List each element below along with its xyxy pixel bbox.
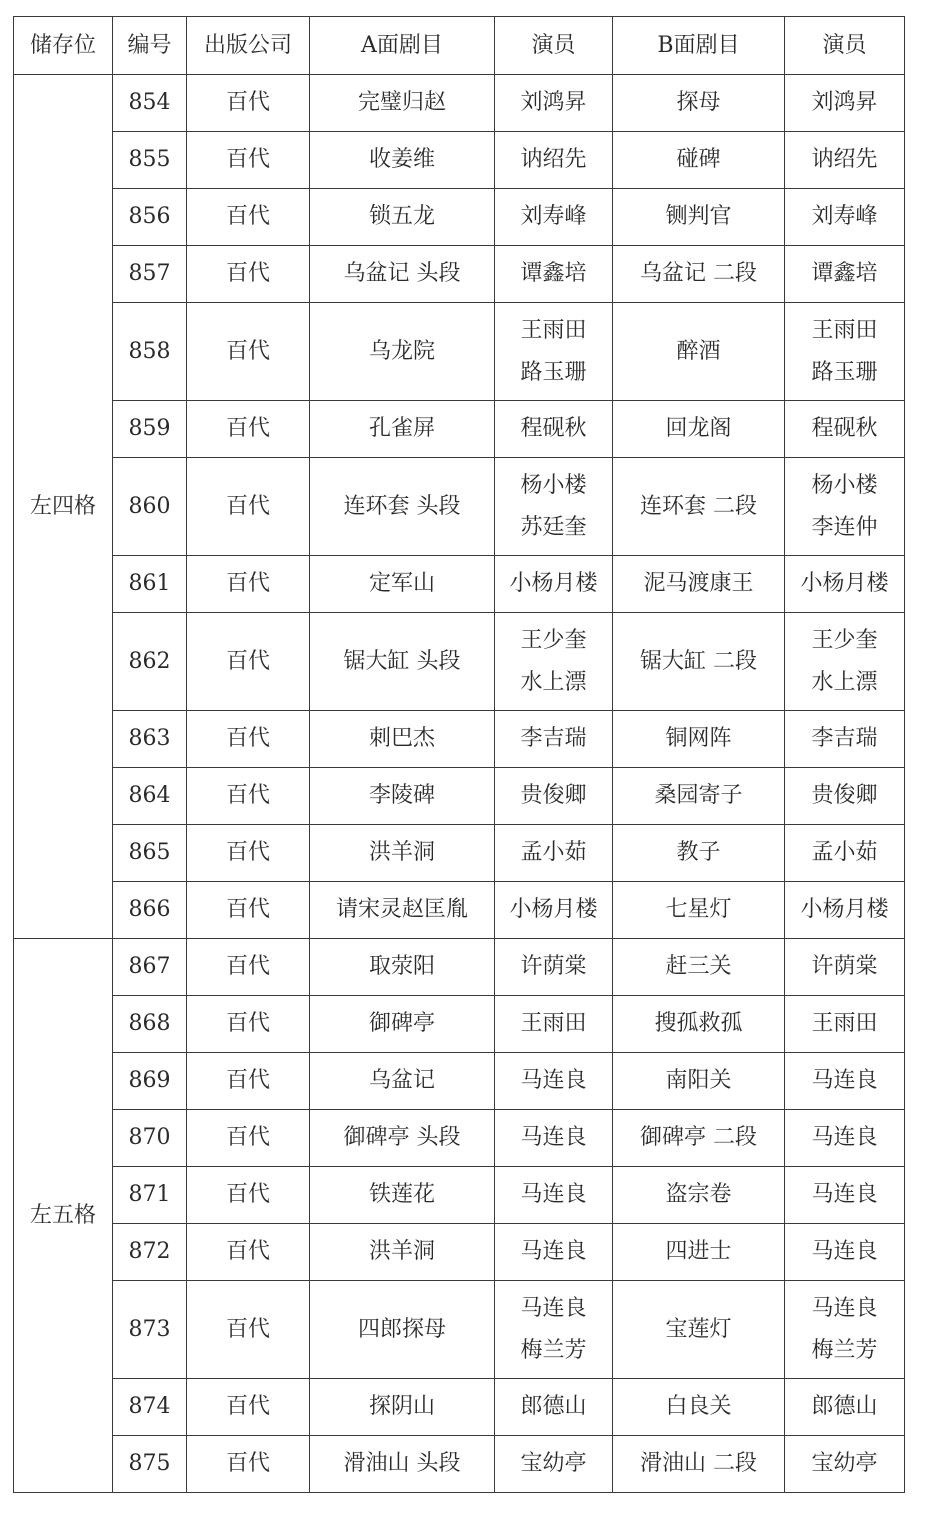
b-side-performers-cell [785,996,905,1053]
b-side-performers-cell [785,825,905,882]
a-side-performers-cell [495,556,613,613]
publisher-cell: 百代 [187,613,310,711]
a-side-title-cell: 乌盆记 头段 [310,246,495,303]
number-cell: 871 [113,1167,187,1224]
number-cell: 861 [113,556,187,613]
performer-name: 路玉珊 [811,359,878,385]
table-row [14,556,905,613]
table-row [14,1436,905,1493]
table-row [14,996,905,1053]
table-row [14,613,905,711]
number-cell: 867 [113,939,187,996]
performer-name: 小杨月楼 [509,571,598,596]
a-side-performers-cell [495,882,613,939]
b-side-title-cell: 铡判官 [613,189,785,246]
b-side-title-cell: 醉酒 [613,303,785,401]
performer-name: 李连仲 [811,514,878,540]
performer-name: 水上漂 [811,669,878,695]
a-side-title-cell: 孔雀屏 [310,401,495,458]
b-side-performers-cell [785,1167,905,1224]
table-body [14,75,905,1493]
number-cell: 860 [113,458,187,556]
performer-name: 王雨田 [520,1011,587,1036]
a-side-title-cell: 洪羊洞 [310,1224,495,1281]
performer-name: 许荫棠 [811,954,878,979]
a-side-performers-cell [495,825,613,882]
performer-name: 马连良 [520,1182,587,1207]
table-row [14,458,905,556]
b-side-title-cell: 锯大缸 二段 [613,613,785,711]
number-cell: 870 [113,1110,187,1167]
a-side-title-cell: 御碑亭 [310,996,495,1053]
number-cell: 873 [113,1281,187,1379]
a-side-title-cell: 收姜维 [310,132,495,189]
performer-name: 程砚秋 [520,416,587,441]
a-side-title-cell: 取荥阳 [310,939,495,996]
a-side-title-cell: 铁莲花 [310,1167,495,1224]
number-cell: 872 [113,1224,187,1281]
a-side-performers-cell [495,1436,613,1493]
a-side-performers-cell [495,939,613,996]
table-row [14,1110,905,1167]
b-side-performers-cell [785,1053,905,1110]
b-side-performers-cell [785,882,905,939]
header-number: 编号 [113,17,187,75]
b-side-performers-cell [785,1281,905,1379]
header-row [14,17,905,75]
performer-name: 谭鑫培 [811,261,878,286]
performer-name: 杨小楼 [520,472,587,498]
b-side-performers-cell [785,613,905,711]
b-side-title-cell: 碰碑 [613,132,785,189]
a-side-performers-cell [495,132,613,189]
publisher-cell: 百代 [187,1053,310,1110]
performer-name: 马连良 [520,1239,587,1264]
number-cell: 856 [113,189,187,246]
table-row [14,939,905,996]
performer-name: 小杨月楼 [800,571,889,596]
b-side-performers-cell [785,768,905,825]
b-side-title-cell: 七星灯 [613,882,785,939]
number-cell: 866 [113,882,187,939]
performer-name: 孟小茹 [520,840,587,865]
header-publisher: 出版公司 [187,17,310,75]
number-cell: 868 [113,996,187,1053]
performer-name: 王雨田 [811,317,878,343]
a-side-performers-cell [495,1110,613,1167]
b-side-title-cell: 搜孤救孤 [613,996,785,1053]
header-b-side-title: B面剧目 [613,17,785,75]
number-cell: 875 [113,1436,187,1493]
publisher-cell: 百代 [187,939,310,996]
a-side-title-cell: 请宋灵赵匡胤 [310,882,495,939]
performer-name: 王少奎 [811,627,878,653]
performer-name: 讷绍先 [811,147,878,172]
performer-name: 路玉珊 [520,359,587,385]
a-side-title-cell: 李陵碑 [310,768,495,825]
performer-name: 杨小楼 [811,472,878,498]
a-side-title-cell: 连环套 头段 [310,458,495,556]
performer-name: 马连良 [520,1068,587,1093]
a-side-performers-cell [495,1053,613,1110]
b-side-performers-cell [785,939,905,996]
performer-name: 宝幼亭 [520,1451,587,1476]
performer-name: 宝幼亭 [811,1451,878,1476]
a-side-performers-cell [495,189,613,246]
publisher-cell: 百代 [187,882,310,939]
a-side-performers-cell [495,711,613,768]
performer-name: 马连良 [811,1182,878,1207]
storage-cell: 左五格 [14,939,113,1493]
number-cell: 869 [113,1053,187,1110]
b-side-title-cell: 南阳关 [613,1053,785,1110]
performer-name: 程砚秋 [811,416,878,441]
table-row [14,1053,905,1110]
publisher-cell: 百代 [187,1167,310,1224]
a-side-performers-cell [495,401,613,458]
a-side-title-cell: 定军山 [310,556,495,613]
record-catalog-table [13,16,905,1493]
performer-name: 李吉瑞 [520,726,587,751]
table-row [14,303,905,401]
b-side-performers-cell [785,556,905,613]
table-row [14,1224,905,1281]
b-side-title-cell: 滑油山 二段 [613,1436,785,1493]
table-row [14,75,905,132]
a-side-performers-cell [495,1167,613,1224]
a-side-title-cell: 御碑亭 头段 [310,1110,495,1167]
publisher-cell: 百代 [187,75,310,132]
publisher-cell: 百代 [187,132,310,189]
table-row [14,1167,905,1224]
b-side-performers-cell [785,1436,905,1493]
publisher-cell: 百代 [187,189,310,246]
a-side-title-cell: 乌盆记 [310,1053,495,1110]
header-storage: 储存位 [14,17,113,75]
performer-name: 谭鑫培 [520,261,587,286]
performer-name: 郎德山 [520,1394,587,1419]
performer-name: 刘寿峰 [811,204,878,229]
b-side-title-cell: 乌盆记 二段 [613,246,785,303]
performer-name: 李吉瑞 [811,726,878,751]
publisher-cell: 百代 [187,303,310,401]
b-side-title-cell: 铜网阵 [613,711,785,768]
a-side-performers-cell [495,768,613,825]
performer-name: 刘鸿昇 [520,90,587,115]
number-cell: 874 [113,1379,187,1436]
performer-name: 马连良 [811,1239,878,1264]
publisher-cell: 百代 [187,1379,310,1436]
publisher-cell: 百代 [187,1436,310,1493]
table-row [14,132,905,189]
b-side-performers-cell [785,1110,905,1167]
table-row [14,711,905,768]
publisher-cell: 百代 [187,556,310,613]
b-side-performers-cell [785,303,905,401]
number-cell: 855 [113,132,187,189]
a-side-title-cell: 四郎探母 [310,1281,495,1379]
performer-name: 王雨田 [811,1011,878,1036]
storage-cell: 左四格 [14,75,113,939]
a-side-performers-cell [495,1281,613,1379]
a-side-title-cell: 刺巴杰 [310,711,495,768]
b-side-title-cell: 白良关 [613,1379,785,1436]
b-side-performers-cell [785,132,905,189]
a-side-performers-cell [495,1224,613,1281]
performer-name: 马连良 [811,1125,878,1150]
a-side-performers-cell [495,303,613,401]
publisher-cell: 百代 [187,401,310,458]
header-a-side-title: A面剧目 [310,17,495,75]
a-side-performers-cell [495,613,613,711]
performer-name: 马连良 [811,1295,878,1321]
number-cell: 857 [113,246,187,303]
a-side-performers-cell [495,75,613,132]
performer-name: 许荫棠 [520,954,587,979]
b-side-performers-cell [785,1224,905,1281]
b-side-performers-cell [785,246,905,303]
number-cell: 854 [113,75,187,132]
b-side-title-cell: 桑园寄子 [613,768,785,825]
b-side-performers-cell [785,401,905,458]
header-a-side-performers: 演员 [495,17,613,75]
publisher-cell: 百代 [187,1110,310,1167]
b-side-performers-cell [785,189,905,246]
table-row [14,882,905,939]
performer-name: 王少奎 [520,627,587,653]
table-row [14,825,905,882]
b-side-title-cell: 御碑亭 二段 [613,1110,785,1167]
b-side-performers-cell [785,75,905,132]
performer-name: 贵俊卿 [811,783,878,808]
performer-name: 梅兰芳 [811,1337,878,1363]
table-row [14,246,905,303]
number-cell: 863 [113,711,187,768]
table-row [14,401,905,458]
a-side-title-cell: 滑油山 头段 [310,1436,495,1493]
b-side-title-cell: 泥马渡康王 [613,556,785,613]
table-row [14,1281,905,1379]
publisher-cell: 百代 [187,711,310,768]
performer-name: 讷绍先 [520,147,587,172]
table-row [14,768,905,825]
table-header [14,17,905,75]
b-side-performers-cell [785,1379,905,1436]
a-side-title-cell: 锯大缸 头段 [310,613,495,711]
number-cell: 864 [113,768,187,825]
b-side-title-cell: 探母 [613,75,785,132]
performer-name: 苏廷奎 [520,514,587,540]
publisher-cell: 百代 [187,996,310,1053]
performer-name: 刘鸿昇 [811,90,878,115]
b-side-title-cell: 四进士 [613,1224,785,1281]
publisher-cell: 百代 [187,825,310,882]
performer-name: 马连良 [520,1125,587,1150]
b-side-title-cell: 回龙阁 [613,401,785,458]
number-cell: 858 [113,303,187,401]
number-cell: 865 [113,825,187,882]
performer-name: 马连良 [811,1068,878,1093]
performer-name: 水上漂 [520,669,587,695]
performer-name: 梅兰芳 [520,1337,587,1363]
performer-name: 郎德山 [811,1394,878,1419]
a-side-performers-cell [495,1379,613,1436]
b-side-title-cell: 连环套 二段 [613,458,785,556]
publisher-cell: 百代 [187,246,310,303]
performer-name: 王雨田 [520,317,587,343]
header-b-side-performers: 演员 [785,17,905,75]
b-side-performers-cell [785,458,905,556]
performer-name: 贵俊卿 [520,783,587,808]
publisher-cell: 百代 [187,1224,310,1281]
a-side-title-cell: 锁五龙 [310,189,495,246]
number-cell: 859 [113,401,187,458]
performer-name: 小杨月楼 [509,897,598,922]
a-side-title-cell: 乌龙院 [310,303,495,401]
b-side-title-cell: 宝莲灯 [613,1281,785,1379]
a-side-title-cell: 探阴山 [310,1379,495,1436]
performer-name: 小杨月楼 [800,897,889,922]
a-side-title-cell: 洪羊洞 [310,825,495,882]
a-side-title-cell: 完璧归赵 [310,75,495,132]
performer-name: 刘寿峰 [520,204,587,229]
performer-name: 孟小茹 [811,840,878,865]
b-side-performers-cell [785,711,905,768]
table-row [14,189,905,246]
b-side-title-cell: 教子 [613,825,785,882]
performer-name: 马连良 [520,1295,587,1321]
a-side-performers-cell [495,458,613,556]
publisher-cell: 百代 [187,1281,310,1379]
b-side-title-cell: 赶三关 [613,939,785,996]
a-side-performers-cell [495,996,613,1053]
publisher-cell: 百代 [187,768,310,825]
table-row [14,1379,905,1436]
a-side-performers-cell [495,246,613,303]
publisher-cell: 百代 [187,458,310,556]
b-side-title-cell: 盗宗卷 [613,1167,785,1224]
number-cell: 862 [113,613,187,711]
